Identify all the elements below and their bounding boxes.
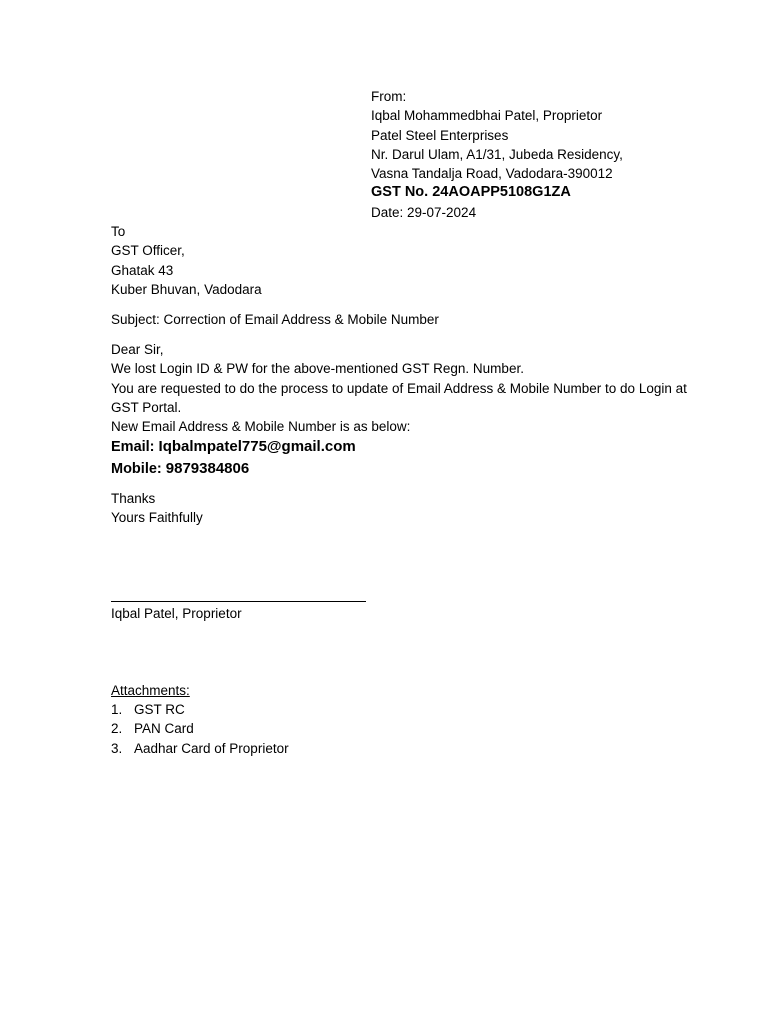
attachment-label: PAN Card [134, 721, 194, 737]
attachment-label: GST RC [134, 702, 185, 717]
salutation: Dear Sir, [111, 342, 164, 357]
attachment-item [111, 700, 289, 719]
sender-company: Patel Steel Enterprises [371, 127, 509, 143]
email-label: Email: [111, 439, 159, 456]
recipient-line1: GST Officer, [111, 243, 185, 259]
body-paragraph-3: New Email Address & Mobile Number is as below: [111, 419, 411, 435]
sender-name: Iqbal Mohammedbhai Patel, Proprietor [371, 108, 603, 124]
attachment-item [111, 719, 289, 738]
recipient-line3: Kuber Bhuvan, Vadodara [111, 281, 262, 297]
to-label: To [111, 224, 126, 239]
attachment-number: 1. [111, 702, 123, 717]
sender-address-line2: Vasna Tandalja Road, Vadodara-390012 [371, 166, 613, 182]
mobile-row [111, 458, 691, 480]
attachment-label: Aadhar Card of Proprietor [134, 740, 289, 756]
attachment-item [111, 739, 289, 758]
body-paragraph-1: We lost Login ID & PW for the above-mentioned GST Regn. Number. [111, 361, 524, 377]
email-row [111, 436, 691, 458]
attachment-number: 2. [111, 721, 123, 737]
letter-date: Date: 29-07-2024 [371, 204, 477, 220]
gst-number: GST No. 24AOAPP5108G1ZA [371, 184, 571, 201]
mobile-label: Mobile: [111, 461, 166, 478]
from-label: From: [371, 89, 407, 104]
email-value: Iqbalmpatel775@gmail.com [158, 438, 356, 456]
subject-line: Subject: Correction of Email Address & Mobile Number [111, 312, 439, 327]
recipient-line2: Ghatak 43 [111, 262, 174, 278]
attachments-heading: Attachments: [111, 683, 190, 698]
sender-block [371, 87, 751, 222]
closing-block [111, 489, 203, 528]
signatory-name: Iqbal Patel, Proprietor [111, 606, 242, 621]
letter-body [111, 340, 691, 480]
thanks-text: Thanks [111, 491, 156, 506]
attachments-list [111, 700, 289, 758]
attachment-number: 3. [111, 740, 123, 756]
body-paragraph-2: You are requested to do the process to update of Email Address & Mobile Number to do Login at GST Portal. [111, 380, 687, 415]
recipient-block [111, 222, 511, 299]
sender-address-line1: Nr. Darul Ulam, A1/31, Jubeda Residency, [371, 146, 623, 162]
signature-line [111, 601, 366, 602]
mobile-value: 9879384806 [165, 460, 250, 478]
yours-faithfully-text: Yours Faithfully [111, 510, 203, 526]
